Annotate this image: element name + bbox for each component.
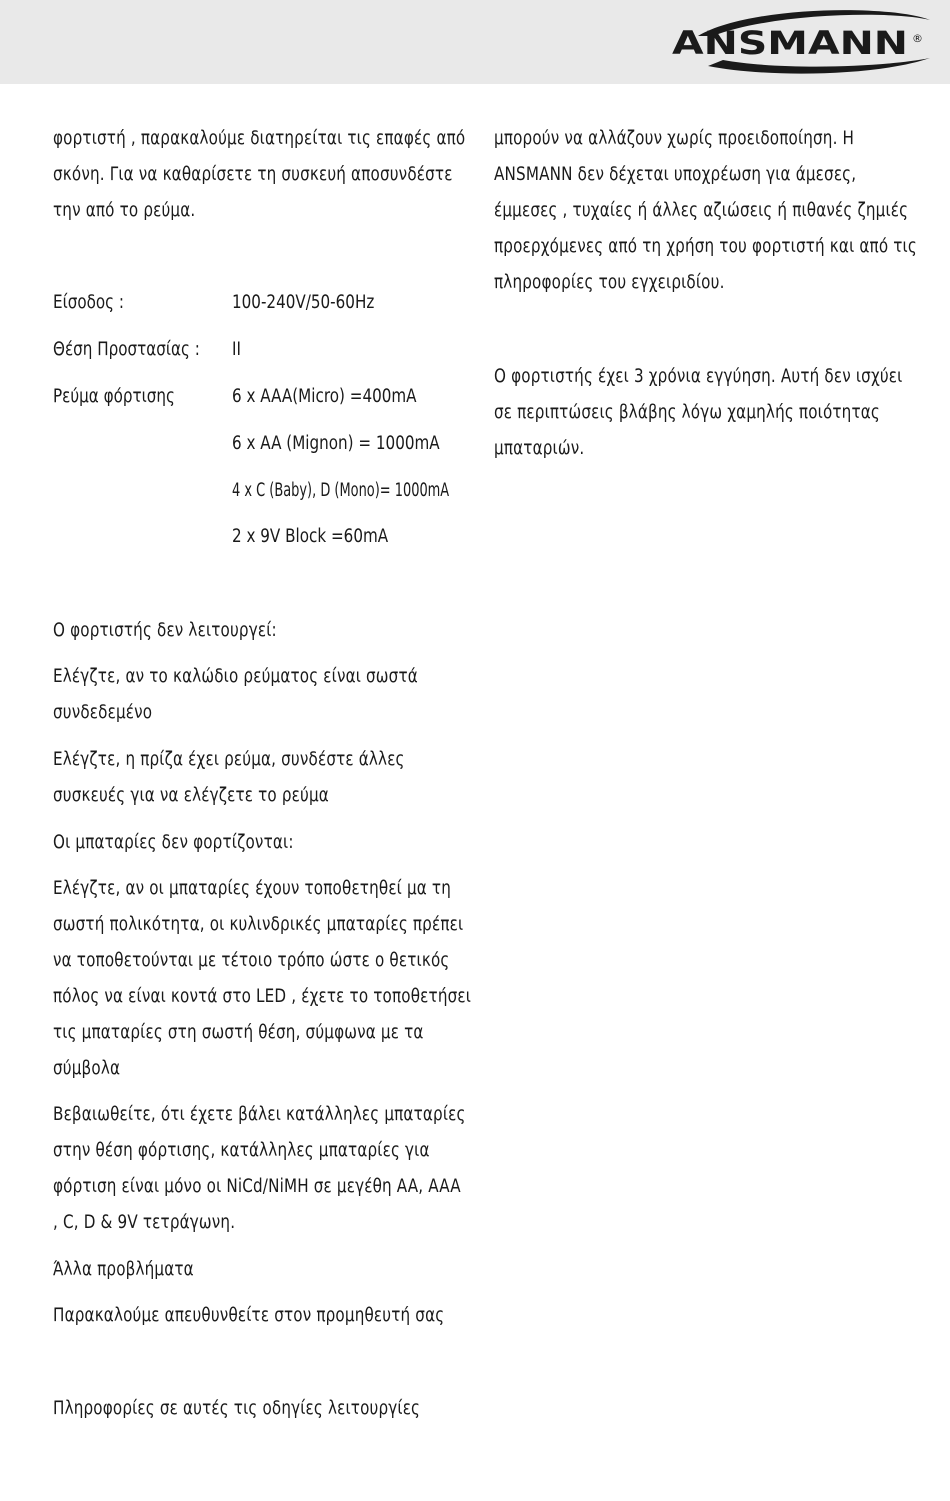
text-line: προερχόμενες από τη χρήση του φορτιστή και από τις bbox=[494, 236, 917, 257]
text-line: σκόνη. Για να καθαρίσετε τη συσκευή αποσυνδέστε bbox=[53, 164, 453, 185]
text-line: Πληροφορίες σε αυτές τις οδηγίες λειτουργίες bbox=[53, 1398, 421, 1419]
text-line: Ελέγζτε, αν το καλώδιο ρεύματος είναι σωστά bbox=[53, 666, 418, 687]
text-line: συσκευές για να ελέγζετε το ρεύμα bbox=[53, 785, 329, 806]
registered-mark: ® bbox=[912, 32, 923, 45]
ansmann-logo bbox=[668, 6, 936, 76]
text-line: έμμεσες , τυχαίες ή άλλες αζιώσεις ή πιθανές ζημιές bbox=[494, 200, 909, 221]
text-line: ANSMANN δεν δέχεται υποχρέωση για άμεσες, bbox=[494, 164, 857, 185]
text-line: πόλος να είναι κοντά στο LED , έχετε το τοποθετήσει bbox=[53, 986, 472, 1007]
spec-label-charge-current: Ρεύμα φόρτισης bbox=[53, 386, 175, 407]
text-line: φόρτιση είναι μόνο οι NiCd/NiMH σε μεγέθη AA, AAA bbox=[53, 1176, 461, 1197]
spec-value-input: 100-240V/50-60Hz bbox=[232, 292, 375, 313]
text-line: πληροφορίες του εγχειριδίου. bbox=[494, 272, 725, 293]
logo-text: ANSMANN bbox=[672, 24, 908, 62]
heading-batteries-not-charging: Οι μπαταρίες δεν φορτίζονται: bbox=[53, 832, 294, 853]
text-line: σύμβολα bbox=[53, 1058, 121, 1079]
warranty-line: μπαταριών. bbox=[494, 438, 585, 459]
warranty-line: Ο φορτιστής έχει 3 χρόνια εγγύηση. Αυτή δεν ισχύει bbox=[494, 366, 903, 387]
text-line: τις μπαταρίες στη σωστή θέση, σύμφωνα με τα bbox=[53, 1022, 424, 1043]
text-line: Ελέγζτε, η πρίζα έχει ρεύμα, συνδέστε άλλες bbox=[53, 749, 405, 770]
text-line: σωστή πολικότητα, οι κυλινδρικές μπαταρίες πρέπει bbox=[53, 914, 464, 935]
header-bar bbox=[0, 0, 950, 84]
text-line: Παρακαλούμε απευθυνθείτε στον προμηθευτή σας bbox=[53, 1305, 445, 1326]
text-line: μπορούν να αλλάζουν χωρίς προειδοποίηση. Η bbox=[494, 128, 855, 149]
heading-other-problems: Άλλα προβλήματα bbox=[53, 1259, 194, 1280]
spec-value-aaa: 6 x AAA(Micro) =400mA bbox=[232, 386, 417, 407]
spec-label-input: Είσοδος : bbox=[53, 292, 125, 313]
text-line: την από το ρεύμα. bbox=[53, 200, 196, 221]
text-line: να τοποθετούνται με τέτοιο τρόπο ώστε ο θετικός bbox=[53, 950, 450, 971]
spec-value-aa: 6 x AA (Mignon) = 1000mA bbox=[232, 433, 440, 454]
heading-charger-not-working: Ο φορτιστής δεν λειτουργεί: bbox=[53, 620, 277, 641]
warranty-line: σε περιπτώσεις βλάβης λόγω χαμηλής ποιότητας bbox=[494, 402, 881, 423]
spec-label-protection: Θέση Προστασίας : bbox=[53, 339, 200, 360]
spec-value-protection: II bbox=[232, 339, 241, 360]
text-line: Ελέγζτε, αν οι μπαταρίες έχουν τοποθετηθεί μα τη bbox=[53, 878, 452, 899]
text-line: Βεβαιωθείτε, ότι έχετε βάλει κατάλληλες μπαταρίες bbox=[53, 1104, 466, 1125]
text-line: , C, D & 9V τετράγωνη. bbox=[53, 1212, 236, 1233]
spec-value-c-d: 4 x C (Baby), D (Mono)= 1000mA bbox=[232, 480, 450, 501]
spec-value-9v: 2 x 9V Block =60mA bbox=[232, 526, 389, 547]
text-line: συνδεδεμένο bbox=[53, 702, 153, 723]
text-line: στην θέση φόρτισης, κατάλληλες μπαταρίες για bbox=[53, 1140, 430, 1161]
text-line: φορτιστή , παρακαλούμε διατηρείται τις επαφές από bbox=[53, 128, 466, 149]
